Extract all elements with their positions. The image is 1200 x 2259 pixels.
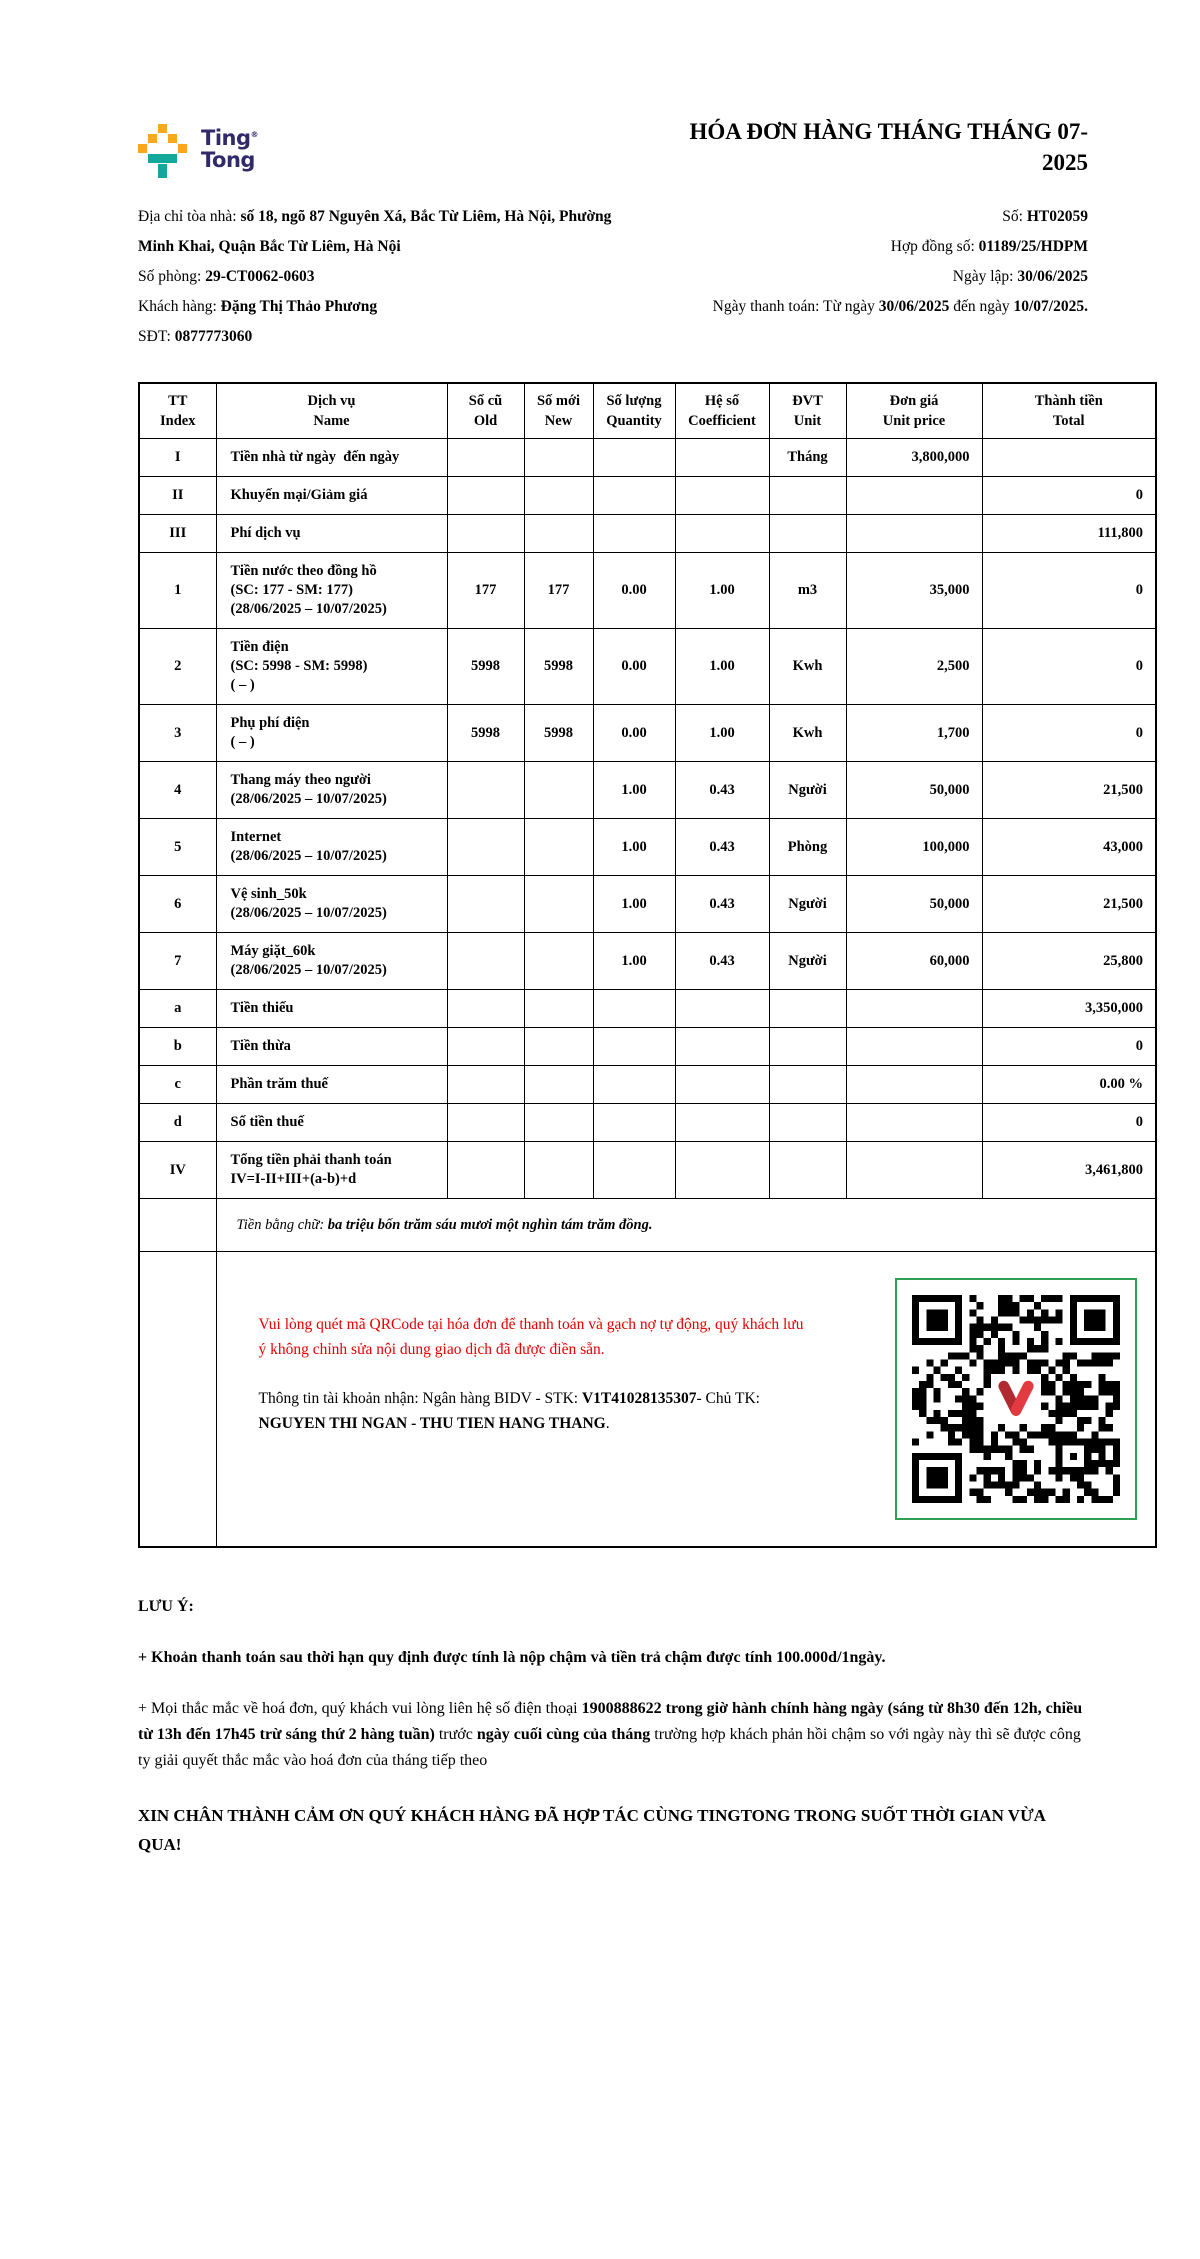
- unit-price-cell: 2,500: [846, 629, 982, 705]
- unit-price-cell: 35,000: [846, 553, 982, 629]
- old-reading-cell: [447, 1066, 524, 1104]
- contract-number-line: Hợp đồng số: 01189/25/HDPM: [890, 238, 1088, 255]
- total-cell: 0: [982, 1104, 1156, 1142]
- table-row: [139, 1028, 1156, 1066]
- table-row: [139, 477, 1156, 515]
- row-index-cell: d: [139, 1104, 216, 1142]
- header-row: [139, 383, 1156, 439]
- amount-in-words-cell: [216, 1199, 1156, 1252]
- invoice-notes: [138, 1594, 1088, 1859]
- row-index-cell: 5: [139, 819, 216, 876]
- hotline-note: + Mọi thắc mắc về hoá đơn, quý khách vui lòng liên hệ số điện thoại 1900888622 trong giờ hành chính hàng ngày (sáng từ 8h30 đến 12h, chiều từ 13h đến 17h45 trừ sáng thứ 2 hàng tuần) trước ngày cuối cùng của tháng trường hợp khách phản hồi chậm so với ngày này thì sẽ được công ty giải quyết thắc mắc vào hoá đơn của tháng tiếp theo: [138, 1700, 1083, 1769]
- table-row: [139, 515, 1156, 553]
- amount-in-words-row: [139, 1199, 1156, 1252]
- tingtong-logo-text: [201, 124, 259, 171]
- row-index-cell: 2: [139, 629, 216, 705]
- old-reading-cell: [447, 819, 524, 876]
- service-name-cell: Tiền thừa: [216, 1028, 447, 1066]
- invoice-info-right: [713, 202, 1088, 352]
- service-name-cell: Phí dịch vụ: [216, 515, 447, 553]
- service-table-footer: [139, 1199, 1156, 1548]
- thank-you-note: XIN CHÂN THÀNH CẢM ƠN QUÝ KHÁCH HÀNG ĐÃ HỢP TÁC CÙNG TINGTONG TRONG SUỐT THỜI GIAN VỪA QUA!: [138, 1806, 1045, 1854]
- unit-cell: [769, 990, 846, 1028]
- new-reading-cell: [524, 1066, 593, 1104]
- quantity-cell: 0.00: [593, 553, 675, 629]
- quantity-cell: [593, 1028, 675, 1066]
- total-cell: 0.00 %: [982, 1066, 1156, 1104]
- unit-cell: Kwh: [769, 629, 846, 705]
- coefficient-cell: 1.00: [675, 705, 769, 762]
- coefficient-cell: [675, 1104, 769, 1142]
- service-name-cell: Khuyến mại/Giảm giá: [216, 477, 447, 515]
- invoice-page: [138, 0, 1155, 1859]
- new-reading-cell: [524, 1142, 593, 1199]
- quantity-cell: 0.00: [593, 629, 675, 705]
- col-header-unit-price: Đơn giá Unit price: [846, 383, 982, 439]
- service-name-cell: Internet (28/06/2025 – 10/07/2025): [216, 819, 447, 876]
- coefficient-cell: 0.43: [675, 933, 769, 990]
- unit-price-cell: 60,000: [846, 933, 982, 990]
- quantity-cell: 1.00: [593, 876, 675, 933]
- old-reading-cell: [447, 876, 524, 933]
- bank-account-text: Thông tin tài khoản nhận: Ngân hàng BIDV - STK: V1T41028135307- Chủ TK: NGUYEN THI NGAN - THU TIEN HANG THANG.: [258, 1390, 760, 1432]
- coefficient-cell: 0.43: [675, 876, 769, 933]
- row-index-cell: II: [139, 477, 216, 515]
- new-reading-cell: [524, 477, 593, 515]
- table-row: [139, 990, 1156, 1028]
- phone-line: SĐT: 0877773060: [138, 328, 253, 345]
- coefficient-cell: [675, 515, 769, 553]
- new-reading-cell: [524, 876, 593, 933]
- invoice-title-line1: HÓA ĐƠN HÀNG THÁNG THÁNG 07-: [689, 119, 1088, 144]
- quantity-cell: [593, 1142, 675, 1199]
- coefficient-cell: 1.00: [675, 553, 769, 629]
- col-header-name: Dịch vụ Name: [216, 383, 447, 439]
- coefficient-cell: [675, 1028, 769, 1066]
- new-reading-cell: [524, 515, 593, 553]
- total-cell: [982, 439, 1156, 477]
- service-name-cell: Máy giặt_60k (28/06/2025 – 10/07/2025): [216, 933, 447, 990]
- coefficient-cell: [675, 439, 769, 477]
- total-cell: 21,500: [982, 876, 1156, 933]
- service-name-cell: Phần trăm thuế: [216, 1066, 447, 1104]
- service-name-cell: Tiền thiếu: [216, 990, 447, 1028]
- row-index-cell: 1: [139, 553, 216, 629]
- total-cell: 3,350,000: [982, 990, 1156, 1028]
- quantity-cell: 0.00: [593, 705, 675, 762]
- table-row: [139, 553, 1156, 629]
- unit-price-cell: [846, 1028, 982, 1066]
- unit-cell: [769, 477, 846, 515]
- col-header-quantity: Số lượng Quantity: [593, 383, 675, 439]
- amount-in-words-label: Tiền bằng chữ:: [236, 1216, 328, 1233]
- unit-price-cell: 3,800,000: [846, 439, 982, 477]
- table-row: [139, 762, 1156, 819]
- notes-heading: LƯU Ý:: [138, 1598, 194, 1615]
- total-cell: 43,000: [982, 819, 1156, 876]
- invoice-title: [690, 116, 1089, 178]
- registered-mark: ®: [250, 130, 259, 139]
- quantity-cell: [593, 477, 675, 515]
- old-reading-cell: [447, 1104, 524, 1142]
- new-reading-cell: [524, 990, 593, 1028]
- table-row: [139, 1142, 1156, 1199]
- quantity-cell: 1.00: [593, 762, 675, 819]
- coefficient-cell: 0.43: [675, 819, 769, 876]
- quantity-cell: [593, 1066, 675, 1104]
- old-reading-cell: [447, 990, 524, 1028]
- empty-index-cell: [139, 1199, 216, 1252]
- unit-cell: [769, 1066, 846, 1104]
- coefficient-cell: [675, 990, 769, 1028]
- quantity-cell: 1.00: [593, 819, 675, 876]
- old-reading-cell: 177: [447, 553, 524, 629]
- service-table-header: [139, 383, 1156, 439]
- new-reading-cell: [524, 933, 593, 990]
- row-index-cell: 3: [139, 705, 216, 762]
- unit-price-cell: [846, 477, 982, 515]
- table-row: [139, 1066, 1156, 1104]
- service-table: [138, 382, 1157, 1548]
- row-index-cell: a: [139, 990, 216, 1028]
- table-row: [139, 819, 1156, 876]
- total-cell: 0: [982, 553, 1156, 629]
- col-header-old: Số cũ Old: [447, 383, 524, 439]
- table-row: [139, 1104, 1156, 1142]
- unit-cell: m3: [769, 553, 846, 629]
- quantity-cell: [593, 439, 675, 477]
- service-name-cell: Tiền nước theo đồng hồ (SC: 177 - SM: 177) (28/06/2025 – 10/07/2025): [216, 553, 447, 629]
- unit-cell: Kwh: [769, 705, 846, 762]
- coefficient-cell: [675, 1142, 769, 1199]
- coefficient-cell: [675, 477, 769, 515]
- unit-price-cell: 50,000: [846, 762, 982, 819]
- table-row: [139, 439, 1156, 477]
- qr-payment-cell: [216, 1252, 1156, 1548]
- coefficient-cell: 1.00: [675, 629, 769, 705]
- row-index-cell: 4: [139, 762, 216, 819]
- unit-cell: Người: [769, 762, 846, 819]
- col-header-total: Thành tiền Total: [982, 383, 1156, 439]
- logo-word-tong: Tong: [201, 147, 255, 172]
- qr-payment-row: [139, 1252, 1156, 1548]
- unit-price-cell: 50,000: [846, 876, 982, 933]
- row-index-cell: c: [139, 1066, 216, 1104]
- unit-cell: [769, 1142, 846, 1199]
- unit-cell: Tháng: [769, 439, 846, 477]
- service-name-cell: Phụ phí điện ( – ): [216, 705, 447, 762]
- total-cell: 3,461,800: [982, 1142, 1156, 1199]
- unit-cell: Người: [769, 876, 846, 933]
- table-row: [139, 629, 1156, 705]
- customer-name-line: Khách hàng: Đặng Thị Thảo Phương: [138, 298, 378, 315]
- new-reading-cell: [524, 762, 593, 819]
- coefficient-cell: [675, 1066, 769, 1104]
- col-header-new: Số mới New: [524, 383, 593, 439]
- total-cell: 0: [982, 705, 1156, 762]
- tingtong-logo: [138, 124, 259, 180]
- invoice-info: [138, 202, 1155, 352]
- qr-warning-text: Vui lòng quét mã QRCode tại hóa đơn để thanh toán và gạch nợ tự động, quý khách lưu ý không chỉnh sửa nội dung giao dịch đã được điền sẵn.: [258, 1316, 804, 1358]
- unit-cell: Phòng: [769, 819, 846, 876]
- new-reading-cell: 5998: [524, 705, 593, 762]
- unit-cell: [769, 1028, 846, 1066]
- issue-date-line: Ngày lập: 30/06/2025: [952, 268, 1088, 285]
- service-table-body: [139, 439, 1156, 1199]
- table-row: [139, 876, 1156, 933]
- total-cell: 0: [982, 1028, 1156, 1066]
- late-fee-note: + Khoản thanh toán sau thời hạn quy định được tính là nộp chậm và tiền trả chậm được tính 100.000d/1ngày.: [138, 1649, 886, 1666]
- invoice-header: [138, 110, 1155, 180]
- old-reading-cell: [447, 1028, 524, 1066]
- service-name-cell: Tiền nhà từ ngày đến ngày: [216, 439, 447, 477]
- col-header-index: TT Index: [139, 383, 216, 439]
- service-name-cell: Thang máy theo người (28/06/2025 – 10/07/2025): [216, 762, 447, 819]
- quantity-cell: [593, 515, 675, 553]
- room-number-line: Số phòng: 29-CT0062-0603: [138, 268, 315, 285]
- row-index-cell: III: [139, 515, 216, 553]
- unit-price-cell: [846, 1104, 982, 1142]
- old-reading-cell: 5998: [447, 705, 524, 762]
- total-cell: 0: [982, 629, 1156, 705]
- row-index-cell: b: [139, 1028, 216, 1066]
- unit-price-cell: [846, 1142, 982, 1199]
- coefficient-cell: 0.43: [675, 762, 769, 819]
- total-cell: 111,800: [982, 515, 1156, 553]
- row-index-cell: I: [139, 439, 216, 477]
- new-reading-cell: [524, 1028, 593, 1066]
- service-name-cell: Vệ sinh_50k (28/06/2025 – 10/07/2025): [216, 876, 447, 933]
- new-reading-cell: [524, 1104, 593, 1142]
- col-header-unit: ĐVT Unit: [769, 383, 846, 439]
- invoice-title-line2: 2025: [1042, 150, 1088, 175]
- row-index-cell: 7: [139, 933, 216, 990]
- quantity-cell: 1.00: [593, 933, 675, 990]
- old-reading-cell: [447, 515, 524, 553]
- tingtong-logo-icon: [138, 124, 188, 180]
- service-name-cell: Tiền điện (SC: 5998 - SM: 5998) ( – ): [216, 629, 447, 705]
- row-index-cell: 6: [139, 876, 216, 933]
- unit-price-cell: [846, 990, 982, 1028]
- invoice-info-left: [138, 202, 628, 352]
- quantity-cell: [593, 990, 675, 1028]
- logo-word-ting: Ting: [201, 126, 251, 150]
- table-row: [139, 933, 1156, 990]
- unit-price-cell: [846, 1066, 982, 1104]
- unit-cell: [769, 1104, 846, 1142]
- invoice-number-line: Số: HT02059: [1002, 208, 1088, 225]
- total-cell: 0: [982, 477, 1156, 515]
- unit-price-cell: 100,000: [846, 819, 982, 876]
- unit-cell: [769, 515, 846, 553]
- new-reading-cell: [524, 439, 593, 477]
- payment-qr-code: [895, 1278, 1137, 1520]
- row-index-cell: IV: [139, 1142, 216, 1199]
- col-header-coefficient: Hệ số Coefficient: [675, 383, 769, 439]
- new-reading-cell: [524, 819, 593, 876]
- old-reading-cell: [447, 439, 524, 477]
- new-reading-cell: 177: [524, 553, 593, 629]
- new-reading-cell: 5998: [524, 629, 593, 705]
- amount-in-words-value: ba triệu bốn trăm sáu mươi một nghìn tám trăm đồng.: [327, 1216, 653, 1233]
- quantity-cell: [593, 1104, 675, 1142]
- old-reading-cell: 5998: [447, 629, 524, 705]
- old-reading-cell: [447, 477, 524, 515]
- unit-cell: Người: [769, 933, 846, 990]
- service-name-cell: Tổng tiền phải thanh toán IV=I-II+III+(a-b)+d: [216, 1142, 447, 1199]
- old-reading-cell: [447, 762, 524, 819]
- old-reading-cell: [447, 1142, 524, 1199]
- unit-price-cell: 1,700: [846, 705, 982, 762]
- old-reading-cell: [447, 933, 524, 990]
- qr-instructions: [259, 1278, 804, 1436]
- total-cell: 21,500: [982, 762, 1156, 819]
- payment-period-line: Ngày thanh toán: Từ ngày 30/06/2025 đến ngày 10/07/2025.: [712, 298, 1088, 315]
- service-name-cell: Số tiền thuế: [216, 1104, 447, 1142]
- unit-price-cell: [846, 515, 982, 553]
- empty-index-cell: [139, 1252, 216, 1548]
- table-row: [139, 705, 1156, 762]
- building-address-line: Địa chỉ tòa nhà: số 18, ngõ 87 Nguyên Xá, Bắc Từ Liêm, Hà Nội, Phường Minh Khai, Quận Bắc Từ Liêm, Hà Nội: [138, 208, 612, 255]
- total-cell: 25,800: [982, 933, 1156, 990]
